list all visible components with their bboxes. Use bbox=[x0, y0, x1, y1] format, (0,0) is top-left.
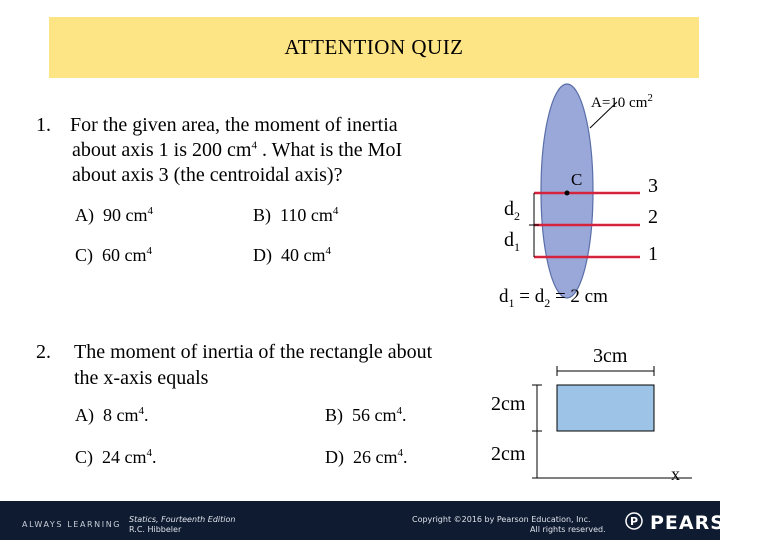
q1-option-a[interactable]: A) 90 $cm^4$ bbox=[75, 205, 153, 225]
area-label: A=10 $cm^2$ bbox=[591, 92, 653, 111]
always-learning-brand: ALWAYS LEARNING bbox=[22, 520, 122, 529]
rectangle-shape bbox=[557, 385, 654, 431]
q1-line-3: about axis 3 (the centroidal axis)? bbox=[72, 164, 343, 186]
rights: All rights reserved. bbox=[530, 525, 606, 534]
offset-label: 2cm bbox=[491, 443, 526, 465]
axis-1-label: 1 bbox=[648, 243, 658, 265]
d1-label: $d_1$ bbox=[504, 229, 520, 254]
q1-option-c[interactable]: C) 60 $cm^4$ bbox=[75, 245, 152, 265]
q2-number: 2. bbox=[36, 341, 51, 363]
d2-label: $d_2$ bbox=[504, 198, 520, 223]
q1-option-d[interactable]: D) 40 $cm^4$ bbox=[253, 245, 331, 265]
centroid-label: C bbox=[571, 170, 583, 189]
q1-line-2: about axis 1 is 200 $cm^4$ . What is the MoI bbox=[72, 139, 403, 161]
centroid-dot bbox=[565, 191, 570, 196]
author: R.C. Hibbeler bbox=[129, 525, 182, 534]
pearson-logo-icon bbox=[624, 511, 644, 531]
q1-option-b[interactable]: B) 110 $cm^4$ bbox=[253, 205, 339, 225]
q2-option-a[interactable]: A) 8 $cm^4$. bbox=[75, 405, 149, 425]
height-label: 2cm bbox=[491, 393, 526, 415]
q2-line-1: The moment of inertia of the rectangle about bbox=[74, 341, 433, 363]
q2-option-b[interactable]: B) 56 $cm^4$. bbox=[325, 405, 407, 425]
q2-option-c[interactable]: C) 24 $cm^4$. bbox=[75, 447, 157, 467]
axis-2-label: 2 bbox=[648, 206, 658, 228]
d-equation: $d_1 = d_2 = 2$ cm bbox=[499, 286, 608, 310]
footer bbox=[0, 501, 759, 540]
q2-line-2: the x-axis equals bbox=[74, 367, 209, 389]
q1-line-1: For the given area, the moment of inertia bbox=[70, 114, 398, 136]
q1-number: 1. bbox=[36, 114, 51, 136]
pearson-logo: PEARSON bbox=[650, 512, 759, 534]
axis-3-label: 3 bbox=[648, 175, 658, 197]
page-title: ATTENTION QUIZ bbox=[284, 35, 464, 59]
svg-text:P: P bbox=[630, 515, 639, 528]
copyright: Copyright ©2016 by Pearson Education, Inc. bbox=[412, 515, 591, 524]
x-axis-label: x bbox=[671, 464, 680, 484]
width-label: 3cm bbox=[593, 345, 628, 367]
q2-option-d[interactable]: D) 26 $cm^4$. bbox=[325, 447, 408, 467]
book-title: Statics, Fourteenth Edition bbox=[129, 515, 236, 524]
